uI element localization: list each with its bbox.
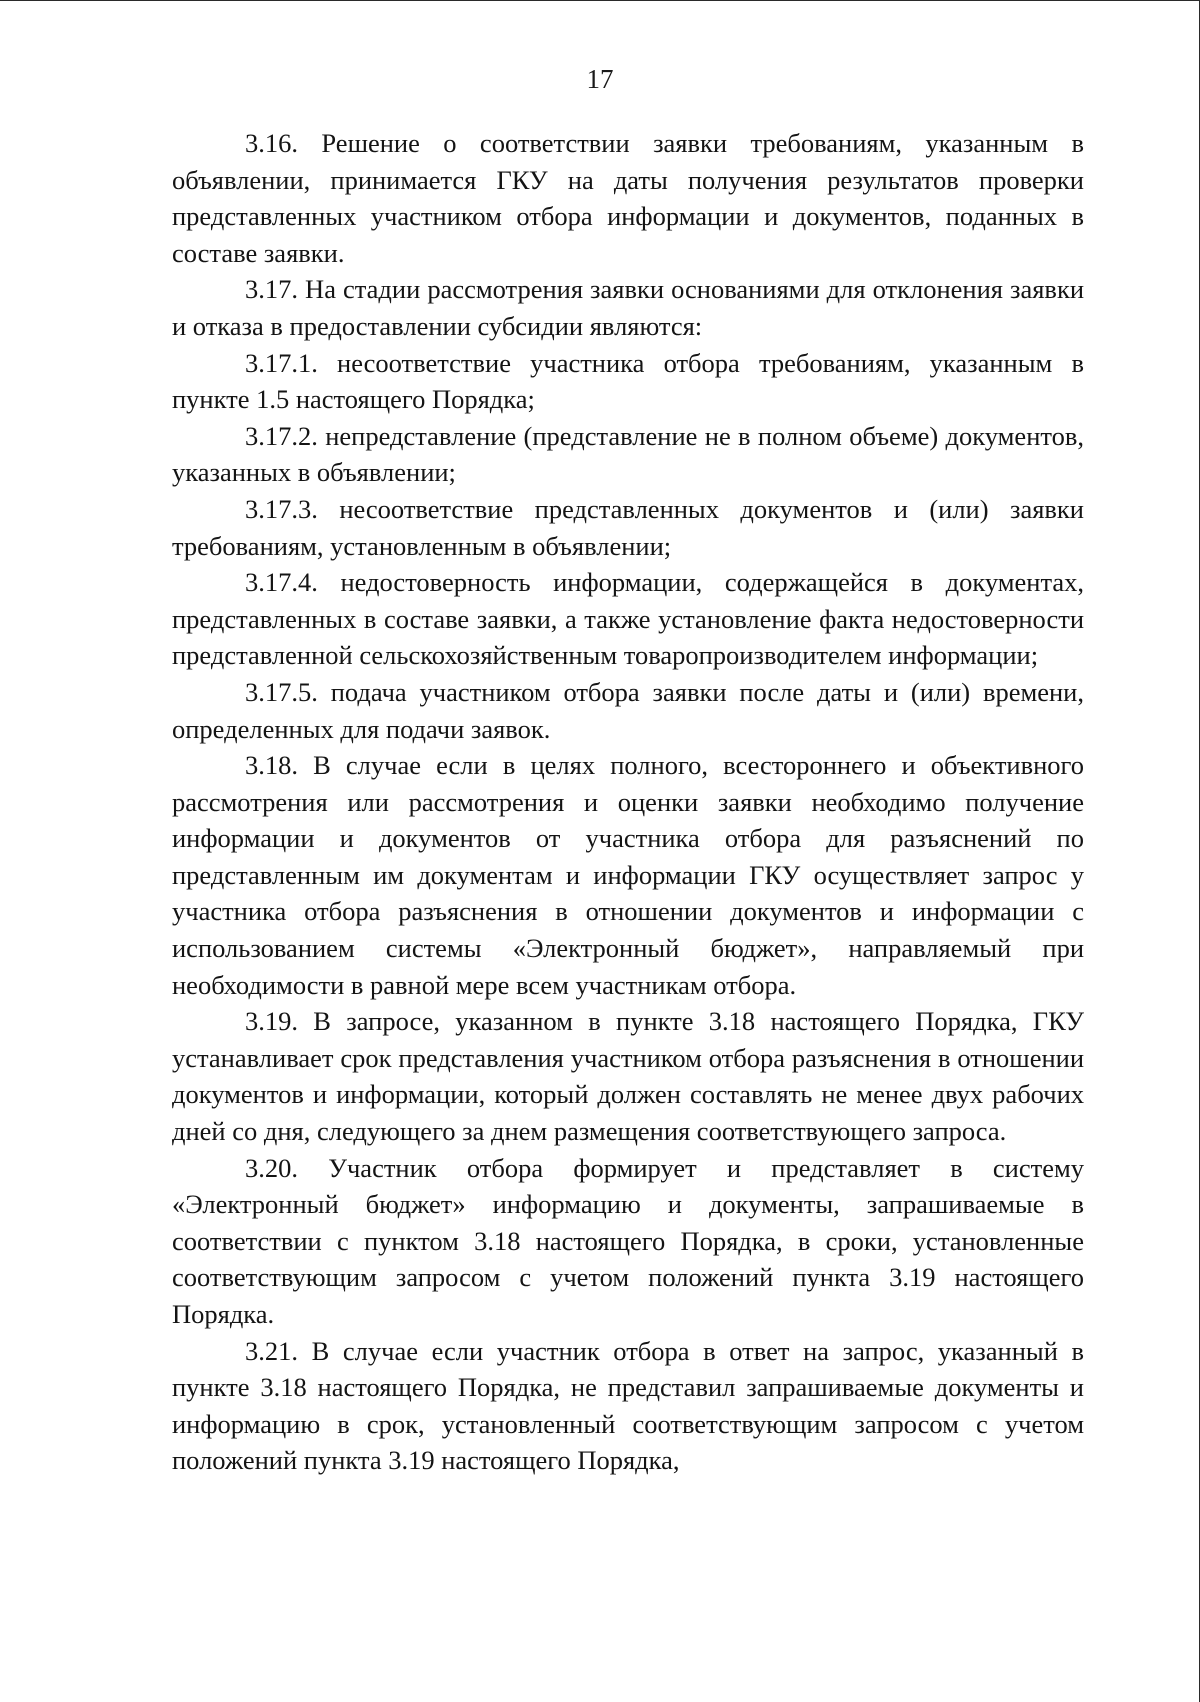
page-number: 17 <box>586 64 614 94</box>
paragraph-3-17-1: 3.17.1. несоответствие участника отбора требованиям, указанным в пункте 1.5 настоящего Порядка; <box>172 347 1084 415</box>
paragraph-3-17-4: 3.17.4. недостоверность информации, содержащейся в документах, представленных в составе заявки, а также установление факта недостоверности представленной сельскохозяйственным товаропроизводителем информации; <box>172 567 1084 671</box>
paragraph-3-19: 3.19. В запросе, указанном в пункте 3.18 настоящего Порядка, ГКУ устанавливает срок представления участником отбора разъяснения в отношении документов и информации, который должен составлять не менее двух рабочих дней со дня, следующего за днем размещения соответствующего запроса. <box>172 1006 1084 1147</box>
paragraph-3-17-2: 3.17.2. непредставление (представление не в полном объеме) документов, указанных в объявлении; <box>172 420 1084 488</box>
paragraph-3-17-3: 3.17.3. несоответствие представленных документов и (или) заявки требованиям, установленным в объявлении; <box>172 493 1084 561</box>
paragraph-3-20: 3.20. Участник отбора формирует и представляет в систему «Электронный бюджет» информацию и документы, запрашиваемые в соответствии с пунктом 3.18 настоящего Порядка, в сроки, установленные соответствующим запросом с учетом положений пункта 3.19 настоящего Порядка. <box>172 1152 1084 1329</box>
document-body <box>172 125 1084 1479</box>
paragraph-3-17: 3.17. На стадии рассмотрения заявки основаниями для отклонения заявки и отказа в предоставлении субсидии являются: <box>172 274 1084 341</box>
paragraph-3-21: 3.21. В случае если участник отбора в ответ на запрос, указанный в пункте 3.18 настоящего Порядка, не представил запрашиваемые документы и информацию в срок, установленный соответствующим запросом с учетом положений пункта 3.19 настоящего Порядка, <box>172 1335 1084 1476</box>
paragraph-3-17-5: 3.17.5. подача участником отбора заявки после даты и (или) времени, определенных для подачи заявок. <box>172 676 1084 744</box>
paragraph-3-16: 3.16. Решение о соответствии заявки требованиям, указанным в объявлении, принимается ГКУ на даты получения результатов проверки представленных участником отбора информации и документов, поданных в составе заявки. <box>172 128 1084 268</box>
paragraph-3-18: 3.18. В случае если в целях полного, всестороннего и объективного рассмотрения или рассмотрения и оценки заявки необходимо получение информации и документов от участника отбора для разъяснений по представленным им документам и информации ГКУ осуществляет запрос у участника отбора разъяснения в отношении документов и информации с использованием системы «Электронный бюджет», направляемый при необходимости в равной мере всем участникам отбора. <box>172 750 1084 1000</box>
